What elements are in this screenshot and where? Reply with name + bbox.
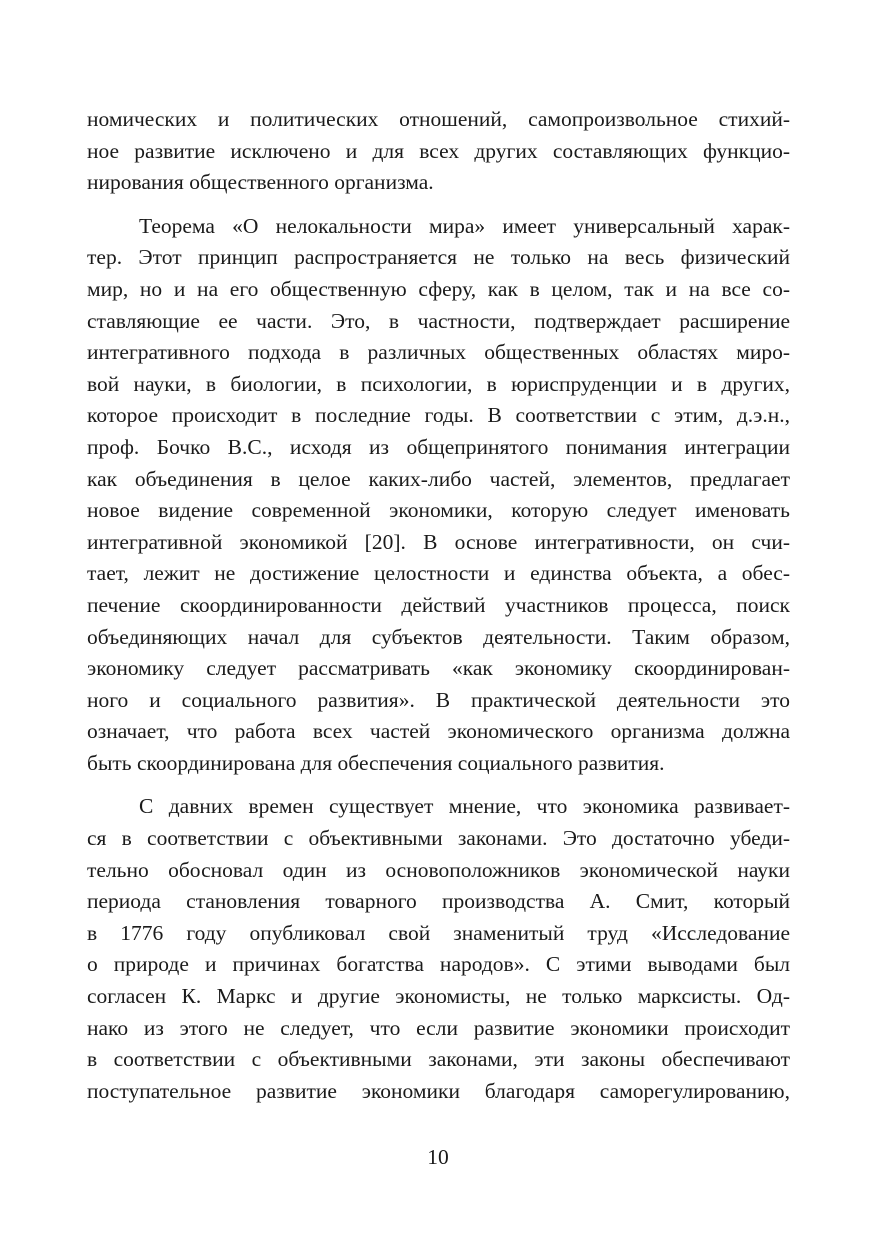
text-line: объединяющих начал для субъектов деятельности. Таким образом,: [87, 624, 790, 649]
text-line: согласен К. Маркс и другие экономисты, не только марксисты. Од-: [87, 984, 790, 1009]
text-line: тер. Этот принцип распространяется не только на весь физический: [87, 245, 790, 270]
text-line: печение скоординированности действий участников процесса, поиск: [87, 592, 790, 617]
text-line: тельно обосновал один из основоположников экономической науки: [87, 857, 790, 882]
page-number: 10: [427, 1145, 449, 1169]
text-line: Теорема «О нелокальности мира» имеет универсальный харак-: [139, 213, 790, 238]
text-line: как объединения в целое каких-либо частей, элементов, предлагает: [87, 466, 790, 491]
text-line: мир, но и на его общественную сферу, как в целом, так и на все со-: [87, 276, 790, 301]
text-line: которое происходит в последние годы. В соответствии с этим, д.э.н.,: [87, 403, 790, 428]
text-line: периода становления товарного производства А. Смит, который: [87, 889, 790, 914]
text-line: интегративной экономикой [20]. В основе интегративности, он счи-: [87, 529, 790, 554]
text-line: экономику следует рассматривать «как экономику скоординирован-: [87, 656, 790, 681]
text-line: новое видение современной экономики, которую следует именовать: [87, 498, 790, 523]
text-line: ного и социального развития». В практической деятельности это: [87, 687, 790, 712]
paragraph-2: [87, 211, 790, 780]
page-body: [87, 104, 790, 1119]
text-line: ся в соответствии с объективными законами. Это достаточно убеди-: [87, 826, 790, 851]
paragraph-3: [87, 791, 790, 1107]
text-line: номических и политических отношений, самопроизвольное стихий-: [87, 107, 790, 131]
text-line: тает, лежит не достижение целостности и единства объекта, а обес-: [87, 561, 790, 586]
text-line: ставляющие ее части. Это, в частности, подтверждает расширение: [87, 308, 790, 333]
text-line: ное развитие исключено и для всех других составляющих функцио-: [87, 138, 790, 163]
text-line: означает, что работа всех частей экономического организма должна: [87, 719, 790, 744]
text-line: нирования общественного организма.: [87, 170, 434, 195]
text-line: о природе и причинах богатства народов». С этими выводами был: [87, 952, 790, 977]
text-line: в 1776 году опубликовал свой знаменитый труд «Исследование: [87, 920, 790, 945]
text-line: С давних времен существует мнение, что экономика развивает-: [139, 794, 790, 819]
text-line: интегративного подхода в различных общественных областях миро-: [87, 340, 790, 365]
text-line: нако из этого не следует, что если развитие экономики происходит: [87, 1015, 790, 1040]
text-line: быть скоординирована для обеспечения социального развития.: [87, 750, 665, 775]
text-line: поступательное развитие экономики благодаря саморегулированию,: [87, 1078, 790, 1103]
text-line: вой науки, в биологии, в психологии, в юриспруденции и в других,: [87, 371, 790, 396]
paragraph-1: [87, 104, 790, 199]
text-line: проф. Бочко В.С., исходя из общепринятого понимания интеграции: [87, 434, 790, 459]
text-line: в соответствии с объективными законами, эти законы обеспечивают: [87, 1047, 790, 1072]
